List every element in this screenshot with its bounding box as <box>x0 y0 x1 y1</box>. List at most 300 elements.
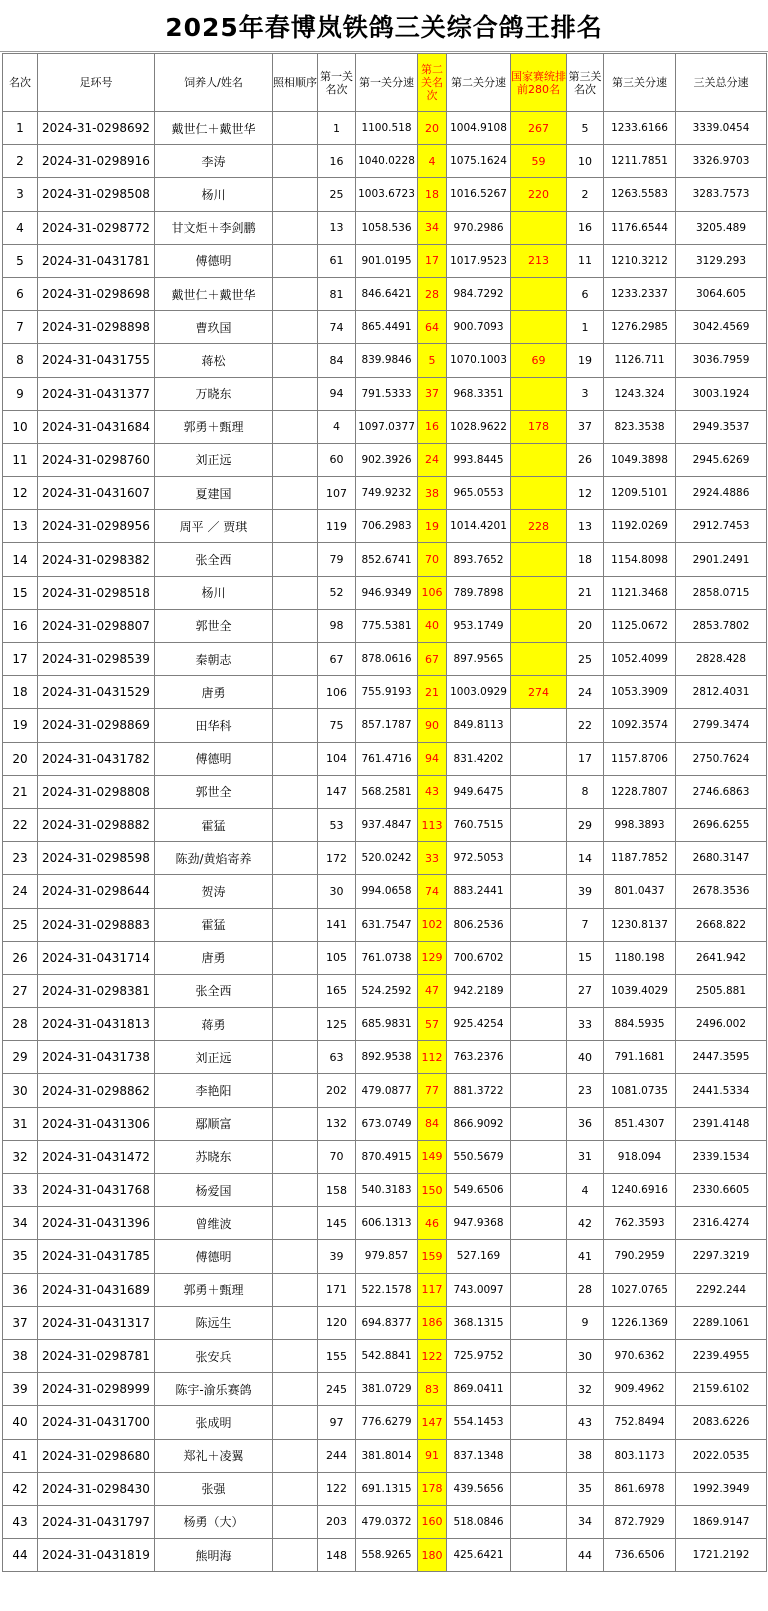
cell-stage2-speed: 549.6506 <box>447 1174 511 1207</box>
cell-stage3-speed: 861.6978 <box>604 1472 676 1505</box>
cell-national-rank: 213 <box>511 244 567 277</box>
cell-total-speed: 1721.2192 <box>676 1539 767 1572</box>
cell-owner-name: 夏建国 <box>155 477 273 510</box>
cell-ring-number: 2024-31-0431738 <box>38 1041 155 1074</box>
cell-stage1-speed: 946.9349 <box>356 576 418 609</box>
cell-total-speed: 2496.002 <box>676 1008 767 1041</box>
cell-stage2-rank: 113 <box>418 808 447 841</box>
cell-stage1-rank: 61 <box>318 244 356 277</box>
cell-rank: 10 <box>3 410 38 443</box>
table-row <box>3 1273 767 1306</box>
cell-stage1-rank: 4 <box>318 410 356 443</box>
cell-stage3-speed: 918.094 <box>604 1140 676 1173</box>
table-row <box>3 576 767 609</box>
cell-national-rank <box>511 941 567 974</box>
cell-stage1-speed: 846.6421 <box>356 277 418 310</box>
cell-photo-order <box>273 676 318 709</box>
cell-total-speed: 2668.822 <box>676 908 767 941</box>
cell-national-rank <box>511 1107 567 1140</box>
cell-owner-name: 郭世全 <box>155 609 273 642</box>
cell-ring-number: 2024-31-0298381 <box>38 974 155 1007</box>
cell-rank: 9 <box>3 377 38 410</box>
cell-stage1-rank: 67 <box>318 643 356 676</box>
cell-photo-order <box>273 941 318 974</box>
cell-stage3-rank: 42 <box>567 1207 604 1240</box>
cell-stage2-speed: 947.9368 <box>447 1207 511 1240</box>
cell-total-speed: 2678.3536 <box>676 875 767 908</box>
cell-stage3-rank: 7 <box>567 908 604 941</box>
cell-photo-order <box>273 178 318 211</box>
cell-stage1-rank: 84 <box>318 344 356 377</box>
cell-rank: 1 <box>3 112 38 145</box>
cell-ring-number: 2024-31-0298772 <box>38 211 155 244</box>
cell-stage3-speed: 872.7929 <box>604 1505 676 1538</box>
cell-stage2-speed: 942.2189 <box>447 974 511 1007</box>
cell-rank: 7 <box>3 311 38 344</box>
cell-ring-number: 2024-31-0431819 <box>38 1539 155 1572</box>
cell-stage1-speed: 691.1315 <box>356 1472 418 1505</box>
table-row <box>3 609 767 642</box>
cell-total-speed: 2441.5334 <box>676 1074 767 1107</box>
table-row <box>3 277 767 310</box>
cell-ring-number: 2024-31-0431768 <box>38 1174 155 1207</box>
cell-stage2-speed: 968.3351 <box>447 377 511 410</box>
cell-total-speed: 2292.244 <box>676 1273 767 1306</box>
cell-stage1-rank: 104 <box>318 742 356 775</box>
cell-stage2-rank: 24 <box>418 443 447 476</box>
cell-ring-number: 2024-31-0298999 <box>38 1373 155 1406</box>
cell-stage3-rank: 26 <box>567 443 604 476</box>
cell-stage3-rank: 40 <box>567 1041 604 1074</box>
cell-total-speed: 3205.489 <box>676 211 767 244</box>
cell-stage2-rank: 90 <box>418 709 447 742</box>
cell-stage1-speed: 1003.6723 <box>356 178 418 211</box>
col-header-stage3-speed: 第三关分速 <box>604 54 676 112</box>
table-row <box>3 211 767 244</box>
cell-owner-name: 傅德明 <box>155 742 273 775</box>
cell-stage2-rank: 46 <box>418 1207 447 1240</box>
table-row <box>3 1041 767 1074</box>
cell-ring-number: 2024-31-0431377 <box>38 377 155 410</box>
cell-national-rank <box>511 1140 567 1173</box>
cell-total-speed: 2912.7453 <box>676 510 767 543</box>
cell-owner-name: 戴世仁＋戴世华 <box>155 112 273 145</box>
col-header-stage1-rank: 第一关名次 <box>318 54 356 112</box>
cell-rank: 13 <box>3 510 38 543</box>
table-row <box>3 178 767 211</box>
cell-photo-order <box>273 1306 318 1339</box>
cell-stage3-speed: 1187.7852 <box>604 842 676 875</box>
cell-total-speed: 2828.428 <box>676 643 767 676</box>
cell-total-speed: 2812.4031 <box>676 676 767 709</box>
cell-stage3-rank: 29 <box>567 808 604 841</box>
cell-stage1-rank: 16 <box>318 145 356 178</box>
cell-photo-order <box>273 510 318 543</box>
cell-owner-name: 陈宇-渝乐赛鸽 <box>155 1373 273 1406</box>
cell-stage2-rank: 186 <box>418 1306 447 1339</box>
cell-stage3-speed: 1027.0765 <box>604 1273 676 1306</box>
cell-stage1-speed: 979.857 <box>356 1240 418 1273</box>
cell-stage2-speed: 425.6421 <box>447 1539 511 1572</box>
cell-stage2-speed: 760.7515 <box>447 808 511 841</box>
cell-stage1-speed: 852.6741 <box>356 543 418 576</box>
cell-stage3-rank: 43 <box>567 1406 604 1439</box>
cell-stage1-rank: 122 <box>318 1472 356 1505</box>
cell-stage1-speed: 479.0877 <box>356 1074 418 1107</box>
cell-stage1-rank: 81 <box>318 277 356 310</box>
table-row <box>3 1406 767 1439</box>
cell-photo-order <box>273 808 318 841</box>
cell-stage1-rank: 13 <box>318 211 356 244</box>
cell-stage1-speed: 865.4491 <box>356 311 418 344</box>
cell-stage2-rank: 20 <box>418 112 447 145</box>
cell-stage1-rank: 63 <box>318 1041 356 1074</box>
cell-stage3-speed: 1121.3468 <box>604 576 676 609</box>
cell-photo-order <box>273 277 318 310</box>
cell-ring-number: 2024-31-0298916 <box>38 145 155 178</box>
cell-national-rank <box>511 908 567 941</box>
cell-stage2-speed: 527.169 <box>447 1240 511 1273</box>
cell-rank: 43 <box>3 1505 38 1538</box>
cell-stage1-rank: 172 <box>318 842 356 875</box>
cell-owner-name: 傅德明 <box>155 1240 273 1273</box>
cell-stage2-speed: 789.7898 <box>447 576 511 609</box>
cell-photo-order <box>273 1339 318 1372</box>
cell-stage2-rank: 70 <box>418 543 447 576</box>
cell-ring-number: 2024-31-0298692 <box>38 112 155 145</box>
cell-stage3-speed: 998.3893 <box>604 808 676 841</box>
table-row <box>3 1140 767 1173</box>
cell-ring-number: 2024-31-0298898 <box>38 311 155 344</box>
cell-rank: 2 <box>3 145 38 178</box>
cell-stage3-speed: 884.5935 <box>604 1008 676 1041</box>
table-row <box>3 742 767 775</box>
cell-stage3-rank: 5 <box>567 112 604 145</box>
cell-stage3-speed: 803.1173 <box>604 1439 676 1472</box>
cell-national-rank <box>511 1074 567 1107</box>
cell-owner-name: 杨勇（大） <box>155 1505 273 1538</box>
cell-stage3-rank: 21 <box>567 576 604 609</box>
cell-total-speed: 3003.1924 <box>676 377 767 410</box>
cell-stage2-speed: 700.6702 <box>447 941 511 974</box>
cell-rank: 20 <box>3 742 38 775</box>
cell-rank: 4 <box>3 211 38 244</box>
cell-stage2-speed: 743.0097 <box>447 1273 511 1306</box>
cell-stage2-rank: 83 <box>418 1373 447 1406</box>
cell-ring-number: 2024-31-0431317 <box>38 1306 155 1339</box>
cell-stage2-speed: 763.2376 <box>447 1041 511 1074</box>
cell-ring-number: 2024-31-0298382 <box>38 543 155 576</box>
cell-rank: 23 <box>3 842 38 875</box>
cell-stage3-speed: 909.4962 <box>604 1373 676 1406</box>
cell-stage3-speed: 1263.5583 <box>604 178 676 211</box>
cell-stage2-speed: 893.7652 <box>447 543 511 576</box>
cell-owner-name: 蒋松 <box>155 344 273 377</box>
cell-stage2-rank: 47 <box>418 974 447 1007</box>
cell-stage3-rank: 31 <box>567 1140 604 1173</box>
cell-stage1-speed: 892.9538 <box>356 1041 418 1074</box>
cell-ring-number: 2024-31-0431700 <box>38 1406 155 1439</box>
table-row <box>3 1339 767 1372</box>
cell-total-speed: 2680.3147 <box>676 842 767 875</box>
cell-rank: 27 <box>3 974 38 1007</box>
cell-national-rank <box>511 377 567 410</box>
cell-national-rank <box>511 709 567 742</box>
cell-stage1-rank: 105 <box>318 941 356 974</box>
cell-ring-number: 2024-31-0298956 <box>38 510 155 543</box>
cell-total-speed: 2022.0535 <box>676 1439 767 1472</box>
cell-rank: 6 <box>3 277 38 310</box>
cell-rank: 36 <box>3 1273 38 1306</box>
cell-stage3-rank: 30 <box>567 1339 604 1372</box>
cell-stage3-speed: 1233.2337 <box>604 277 676 310</box>
header-row <box>3 54 767 112</box>
cell-owner-name: 李艳阳 <box>155 1074 273 1107</box>
cell-national-rank <box>511 1273 567 1306</box>
cell-ring-number: 2024-31-0298808 <box>38 775 155 808</box>
cell-total-speed: 2696.6255 <box>676 808 767 841</box>
cell-total-speed: 2447.3595 <box>676 1041 767 1074</box>
cell-total-speed: 3129.293 <box>676 244 767 277</box>
cell-stage2-speed: 554.1453 <box>447 1406 511 1439</box>
cell-rank: 37 <box>3 1306 38 1339</box>
cell-stage2-rank: 4 <box>418 145 447 178</box>
cell-owner-name: 唐勇 <box>155 941 273 974</box>
cell-stage2-rank: 122 <box>418 1339 447 1372</box>
cell-stage1-speed: 857.1787 <box>356 709 418 742</box>
cell-photo-order <box>273 145 318 178</box>
cell-stage2-rank: 106 <box>418 576 447 609</box>
cell-owner-name: 郭勇＋甄理 <box>155 1273 273 1306</box>
cell-ring-number: 2024-31-0298539 <box>38 643 155 676</box>
cell-stage1-speed: 994.0658 <box>356 875 418 908</box>
cell-total-speed: 3283.7573 <box>676 178 767 211</box>
cell-stage1-speed: 761.0738 <box>356 941 418 974</box>
table-row <box>3 1008 767 1041</box>
cell-total-speed: 2746.6863 <box>676 775 767 808</box>
cell-stage3-speed: 851.4307 <box>604 1107 676 1140</box>
cell-stage2-speed: 806.2536 <box>447 908 511 941</box>
cell-ring-number: 2024-31-0298781 <box>38 1339 155 1372</box>
cell-ring-number: 2024-31-0431782 <box>38 742 155 775</box>
cell-stage2-speed: 972.5053 <box>447 842 511 875</box>
cell-rank: 31 <box>3 1107 38 1140</box>
cell-stage2-rank: 18 <box>418 178 447 211</box>
cell-stage1-rank: 1 <box>318 112 356 145</box>
cell-total-speed: 3036.7959 <box>676 344 767 377</box>
cell-owner-name: 刘正远 <box>155 443 273 476</box>
cell-national-rank <box>511 643 567 676</box>
cell-owner-name: 秦朝志 <box>155 643 273 676</box>
cell-total-speed: 2858.0715 <box>676 576 767 609</box>
table-row <box>3 1174 767 1207</box>
cell-stage1-speed: 694.8377 <box>356 1306 418 1339</box>
cell-owner-name: 刘正远 <box>155 1041 273 1074</box>
cell-stage1-rank: 148 <box>318 1539 356 1572</box>
cell-owner-name: 李涛 <box>155 145 273 178</box>
table-row <box>3 443 767 476</box>
cell-stage3-rank: 27 <box>567 974 604 1007</box>
cell-stage3-speed: 1154.8098 <box>604 543 676 576</box>
cell-stage2-speed: 1016.5267 <box>447 178 511 211</box>
table-row <box>3 1439 767 1472</box>
cell-national-rank <box>511 609 567 642</box>
cell-stage1-speed: 878.0616 <box>356 643 418 676</box>
cell-national-rank: 267 <box>511 112 567 145</box>
cell-stage2-rank: 102 <box>418 908 447 941</box>
cell-national-rank <box>511 311 567 344</box>
cell-owner-name: 郭勇＋甄理 <box>155 410 273 443</box>
table-row <box>3 808 767 841</box>
cell-owner-name: 杨爱国 <box>155 1174 273 1207</box>
cell-stage1-speed: 606.1313 <box>356 1207 418 1240</box>
cell-stage3-speed: 1228.7807 <box>604 775 676 808</box>
cell-rank: 38 <box>3 1339 38 1372</box>
cell-stage1-speed: 520.0242 <box>356 842 418 875</box>
cell-ring-number: 2024-31-0431396 <box>38 1207 155 1240</box>
col-header-total-speed: 三关总分速 <box>676 54 767 112</box>
cell-stage3-speed: 1233.6166 <box>604 112 676 145</box>
cell-photo-order <box>273 1174 318 1207</box>
table-row <box>3 1074 767 1107</box>
cell-rank: 33 <box>3 1174 38 1207</box>
table-row <box>3 941 767 974</box>
cell-stage3-speed: 1039.4029 <box>604 974 676 1007</box>
cell-photo-order <box>273 908 318 941</box>
cell-stage1-rank: 97 <box>318 1406 356 1439</box>
cell-national-rank <box>511 1041 567 1074</box>
cell-national-rank <box>511 1008 567 1041</box>
cell-stage1-rank: 245 <box>318 1373 356 1406</box>
cell-total-speed: 2289.1061 <box>676 1306 767 1339</box>
cell-owner-name: 甘文炬＋李剑鹏 <box>155 211 273 244</box>
cell-owner-name: 戴世仁＋戴世华 <box>155 277 273 310</box>
cell-stage3-rank: 25 <box>567 643 604 676</box>
cell-owner-name: 陈劲/黄焰寄养 <box>155 842 273 875</box>
cell-ring-number: 2024-31-0298508 <box>38 178 155 211</box>
cell-national-rank <box>511 576 567 609</box>
cell-stage2-rank: 91 <box>418 1439 447 1472</box>
cell-stage3-rank: 6 <box>567 277 604 310</box>
cell-stage3-rank: 28 <box>567 1273 604 1306</box>
cell-photo-order <box>273 211 318 244</box>
cell-owner-name: 郑礼＋凌翼 <box>155 1439 273 1472</box>
cell-stage2-rank: 57 <box>418 1008 447 1041</box>
cell-photo-order <box>273 377 318 410</box>
cell-owner-name: 霍猛 <box>155 908 273 941</box>
cell-stage2-speed: 831.4202 <box>447 742 511 775</box>
page-title: 2025年春博岚铁鸽三关综合鸽王排名 <box>0 0 768 52</box>
cell-stage3-rank: 12 <box>567 477 604 510</box>
cell-stage1-speed: 1100.518 <box>356 112 418 145</box>
table-row <box>3 145 767 178</box>
cell-stage3-rank: 35 <box>567 1472 604 1505</box>
cell-national-rank <box>511 211 567 244</box>
cell-stage3-rank: 10 <box>567 145 604 178</box>
cell-ring-number: 2024-31-0298862 <box>38 1074 155 1107</box>
cell-stage1-rank: 74 <box>318 311 356 344</box>
cell-national-rank <box>511 775 567 808</box>
cell-stage2-speed: 849.8113 <box>447 709 511 742</box>
cell-stage3-rank: 33 <box>567 1008 604 1041</box>
cell-owner-name: 张全西 <box>155 974 273 1007</box>
cell-total-speed: 1992.3949 <box>676 1472 767 1505</box>
cell-owner-name: 霍猛 <box>155 808 273 841</box>
table-row <box>3 676 767 709</box>
cell-stage1-speed: 673.0749 <box>356 1107 418 1140</box>
cell-stage2-rank: 178 <box>418 1472 447 1505</box>
cell-owner-name: 张安兵 <box>155 1339 273 1372</box>
table-row <box>3 1107 767 1140</box>
cell-total-speed: 2853.7802 <box>676 609 767 642</box>
cell-stage1-speed: 1040.0228 <box>356 145 418 178</box>
cell-stage2-speed: 439.5656 <box>447 1472 511 1505</box>
cell-ring-number: 2024-31-0431472 <box>38 1140 155 1173</box>
cell-rank: 30 <box>3 1074 38 1107</box>
cell-stage1-rank: 39 <box>318 1240 356 1273</box>
table-row <box>3 510 767 543</box>
cell-national-rank <box>511 1240 567 1273</box>
cell-total-speed: 2391.4148 <box>676 1107 767 1140</box>
cell-ring-number: 2024-31-0431529 <box>38 676 155 709</box>
cell-rank: 19 <box>3 709 38 742</box>
cell-national-rank <box>511 875 567 908</box>
cell-photo-order <box>273 112 318 145</box>
table-body <box>3 112 767 1572</box>
cell-rank: 34 <box>3 1207 38 1240</box>
cell-total-speed: 2330.6605 <box>676 1174 767 1207</box>
cell-rank: 42 <box>3 1472 38 1505</box>
cell-stage1-rank: 203 <box>318 1505 356 1538</box>
cell-stage2-speed: 993.8445 <box>447 443 511 476</box>
cell-rank: 29 <box>3 1041 38 1074</box>
cell-stage2-speed: 869.0411 <box>447 1373 511 1406</box>
cell-photo-order <box>273 775 318 808</box>
cell-national-rank <box>511 742 567 775</box>
cell-owner-name: 熊明海 <box>155 1539 273 1572</box>
cell-rank: 32 <box>3 1140 38 1173</box>
cell-stage3-speed: 1192.0269 <box>604 510 676 543</box>
cell-rank: 16 <box>3 609 38 642</box>
cell-photo-order <box>273 1505 318 1538</box>
cell-photo-order <box>273 1472 318 1505</box>
col-header-national-top280: 国家赛统排前280名 <box>511 54 567 112</box>
cell-total-speed: 2799.3474 <box>676 709 767 742</box>
cell-stage1-rank: 132 <box>318 1107 356 1140</box>
cell-rank: 21 <box>3 775 38 808</box>
cell-stage1-speed: 870.4915 <box>356 1140 418 1173</box>
cell-owner-name: 曾维波 <box>155 1207 273 1240</box>
cell-stage1-speed: 540.3183 <box>356 1174 418 1207</box>
cell-ring-number: 2024-31-0431714 <box>38 941 155 974</box>
table-row <box>3 344 767 377</box>
cell-ring-number: 2024-31-0431607 <box>38 477 155 510</box>
cell-stage1-rank: 147 <box>318 775 356 808</box>
col-header-rank: 名次 <box>3 54 38 112</box>
table-row <box>3 1373 767 1406</box>
cell-stage3-rank: 37 <box>567 410 604 443</box>
cell-photo-order <box>273 1074 318 1107</box>
cell-stage3-speed: 1126.711 <box>604 344 676 377</box>
cell-stage1-speed: 524.2592 <box>356 974 418 1007</box>
cell-stage3-speed: 1092.3574 <box>604 709 676 742</box>
cell-stage2-speed: 866.9092 <box>447 1107 511 1140</box>
cell-total-speed: 2239.4955 <box>676 1339 767 1372</box>
cell-stage1-rank: 171 <box>318 1273 356 1306</box>
cell-photo-order <box>273 344 318 377</box>
cell-stage1-speed: 479.0372 <box>356 1505 418 1538</box>
cell-stage2-rank: 180 <box>418 1539 447 1572</box>
